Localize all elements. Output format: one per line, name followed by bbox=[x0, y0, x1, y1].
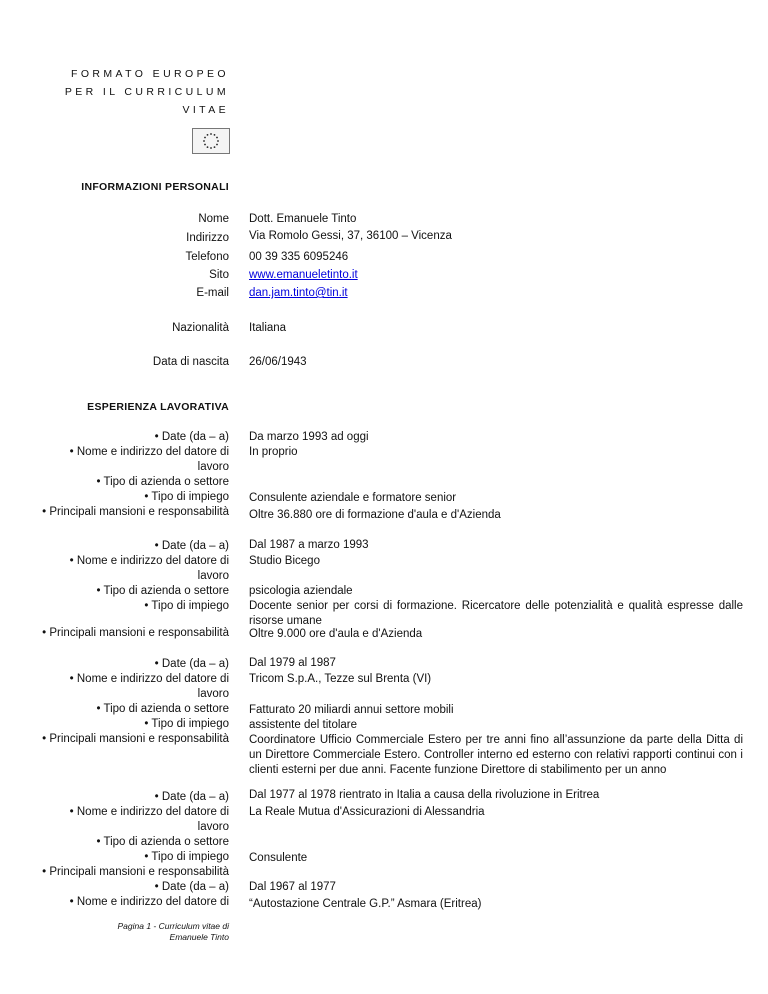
label-employer: • Nome e indirizzo del datore di bbox=[69, 806, 229, 818]
label-employment: • Tipo di impiego bbox=[144, 718, 229, 730]
entry-5-date: Dal 1967 al 1977 bbox=[249, 881, 336, 893]
label-employer-cont: lavoro bbox=[197, 688, 229, 700]
entry-1-employment: Consulente aziendale e formatore senior bbox=[249, 492, 457, 504]
label-employment: • Tipo di impiego bbox=[144, 851, 229, 863]
cv-title-line-2: PER IL CURRICULUM bbox=[64, 86, 229, 98]
entry-1-labels bbox=[39, 430, 229, 520]
label-date: • Date (da – a) bbox=[154, 540, 229, 552]
value-nazionalita: Italiana bbox=[249, 322, 287, 334]
cv-title-line-1: FORMATO EUROPEO bbox=[71, 68, 229, 80]
entry-1-employer: In proprio bbox=[249, 446, 298, 458]
label-date: • Date (da – a) bbox=[154, 658, 229, 670]
label-duties: • Principali mansioni e responsabilità bbox=[42, 733, 229, 745]
entry-5-employer: “Autostazione Centrale G.P.” Asmara (Eritrea) bbox=[249, 898, 482, 910]
label-duties: • Principali mansioni e responsabilità bbox=[42, 506, 229, 518]
label-telefono: Telefono bbox=[185, 251, 229, 263]
email-link[interactable]: dan.jam.tinto@tin.it bbox=[249, 287, 348, 299]
label-sector: • Tipo di azienda o settore bbox=[96, 476, 229, 488]
entry-2-label-duties: • Principali mansioni e responsabilità bbox=[42, 627, 229, 639]
label-indirizzo: Indirizzo bbox=[186, 232, 229, 244]
website-link[interactable]: www.emanueletinto.it bbox=[249, 269, 358, 281]
entry-4-labels bbox=[39, 790, 229, 880]
label-sector: • Tipo di azienda o settore bbox=[96, 836, 229, 848]
label-employer-cont: lavoro bbox=[197, 570, 229, 582]
entry-4-date: Dal 1977 al 1978 rientrato in Italia a causa della rivoluzione in Eritrea bbox=[249, 789, 600, 801]
entry-2-employer: Studio Bicego bbox=[249, 555, 320, 567]
value-sito bbox=[249, 268, 743, 283]
entry-5-labels bbox=[39, 880, 229, 910]
label-sector: • Tipo di azienda o settore bbox=[96, 703, 229, 715]
page-footer bbox=[69, 921, 229, 943]
value-data-nascita: 26/06/1943 bbox=[249, 356, 307, 368]
label-nazionalita: Nazionalità bbox=[172, 322, 229, 334]
experience-heading: ESPERIENZA LAVORATIVA bbox=[87, 401, 229, 413]
entry-4-employment: Consulente bbox=[249, 852, 308, 864]
label-date: • Date (da – a) bbox=[154, 791, 229, 803]
entry-2-date: Dal 1987 a marzo 1993 bbox=[249, 539, 369, 551]
entry-1-date: Da marzo 1993 ad oggi bbox=[249, 431, 369, 443]
cv-title-line-3: VITAE bbox=[182, 104, 229, 116]
label-employer: • Nome e indirizzo del datore di bbox=[69, 673, 229, 685]
value-telefono: 00 39 335 6095246 bbox=[249, 251, 349, 263]
entry-4-employer: La Reale Mutua d'Assicurazioni di Alessandria bbox=[249, 806, 485, 818]
value-email bbox=[249, 286, 743, 301]
label-sito: Sito bbox=[209, 269, 229, 281]
label-employer: • Nome e indirizzo del datore di bbox=[69, 555, 229, 567]
entry-2-sector: psicologia aziendale bbox=[249, 585, 353, 597]
entry-3-duties: Coordinatore Ufficio Commerciale Estero per tre anni fino all’assunzione da parte della Ditta di un Direttore Commerciale Estero. Controller interno ed esterno con relativi rapporti continui con i clienti esterni per due anni. Facente funzione Direttore di stabilimento per un anno bbox=[249, 734, 743, 776]
label-nome: Nome bbox=[198, 213, 229, 225]
label-sector: • Tipo di azienda o settore bbox=[96, 585, 229, 597]
label-employment: • Tipo di impiego bbox=[144, 491, 229, 503]
value-nome: Dott. Emanuele Tinto bbox=[249, 213, 357, 225]
entry-3-employment: assistente del titolare bbox=[249, 719, 358, 731]
footer-line-1: Pagina 1 - Curriculum vitae di bbox=[117, 921, 229, 931]
footer-line-2: Emanuele Tinto bbox=[169, 932, 229, 942]
label-duties: • Principali mansioni e responsabilità bbox=[42, 866, 229, 878]
cv-title bbox=[65, 65, 229, 119]
label-employment: • Tipo di impiego bbox=[144, 600, 229, 612]
label-employer: • Nome e indirizzo del datore di bbox=[69, 896, 229, 908]
entry-2-employment: Docente senior per corsi di formazione. Ricercatore delle potenzialità e qualità espresse dalle risorse umane bbox=[249, 600, 743, 627]
entry-1-duties: Oltre 36.880 ore di formazione d'aula e d'Azienda bbox=[249, 509, 501, 521]
personal-info-heading: INFORMAZIONI PERSONALI bbox=[81, 181, 229, 193]
eu-flag-icon bbox=[192, 128, 230, 154]
label-data-nascita: Data di nascita bbox=[152, 356, 229, 368]
label-employer-cont: lavoro bbox=[197, 821, 229, 833]
value-indirizzo: Via Romolo Gessi, 37, 36100 – Vicenza bbox=[249, 230, 452, 242]
entry-3-date: Dal 1979 al 1987 bbox=[249, 657, 336, 669]
entry-2-labels bbox=[39, 539, 229, 614]
entry-3-sector: Fatturato 20 miliardi annui settore mobili bbox=[249, 704, 454, 716]
label-employer-cont: lavoro bbox=[197, 461, 229, 473]
label-date: • Date (da – a) bbox=[154, 431, 229, 443]
entry-3-employer: Tricom S.p.A., Tezze sul Brenta (VI) bbox=[249, 673, 432, 685]
label-email: E-mail bbox=[196, 287, 229, 299]
label-employer: • Nome e indirizzo del datore di bbox=[69, 446, 229, 458]
entry-3-labels bbox=[39, 657, 229, 747]
label-date: • Date (da – a) bbox=[154, 881, 229, 893]
entry-2-duties: Oltre 9.000 ore d'aula e d'Azienda bbox=[249, 628, 423, 640]
